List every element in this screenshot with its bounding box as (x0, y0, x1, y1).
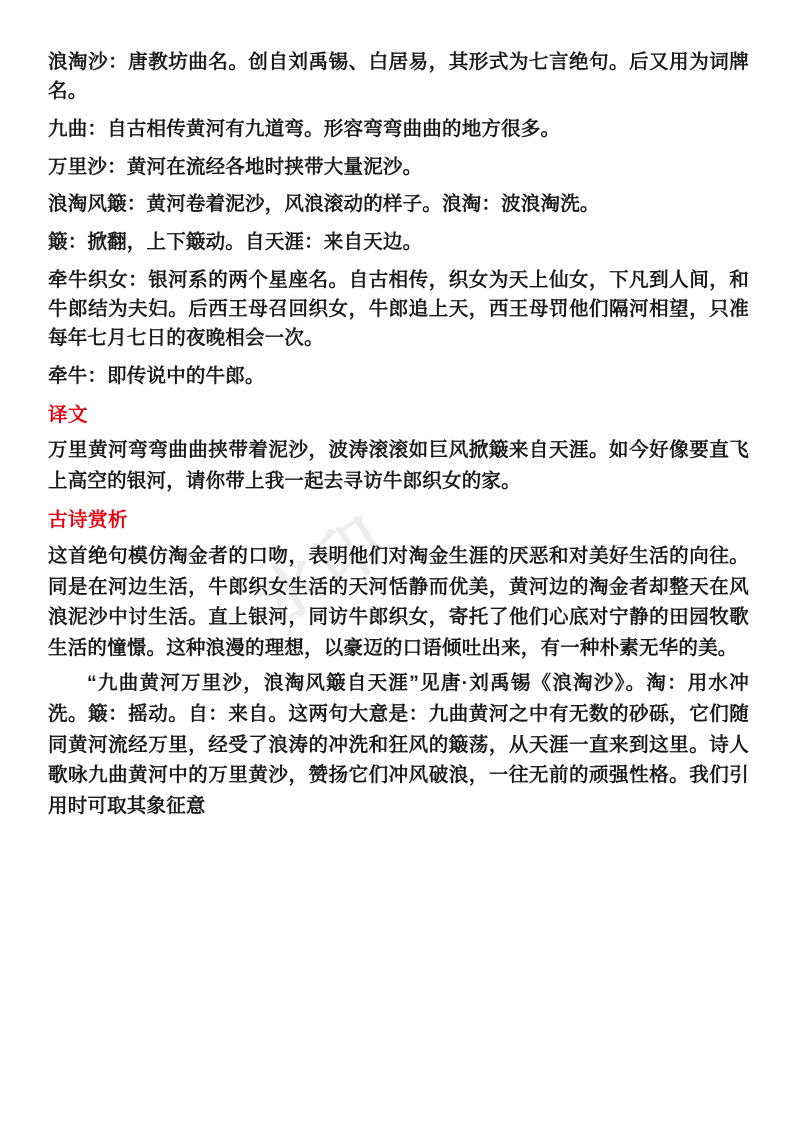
note-line: 浪淘风簸：黄河卷着泥沙，风浪滚动的样子。浪淘：波浪淘洗。 (48, 193, 600, 216)
appreciation-paragraph: “九曲黄河万里沙，浪淘风簸自天涯”见唐·刘禹锡《浪淘沙》。淘：用水冲洗。簸：摇动。自：来自。这两句大意是：九曲黄河之中有无数的砂砾，它们随同黄河流经万里，经受了浪涛的冲洗和狂风的簸荡，从天涯一直来到这里。诗人歌咏九曲黄河中的万里黄沙，赞扬它们冲风破浪，一往无前的顽强性格。我们引用时可取其象征意 (48, 671, 749, 818)
note-line: 簸：掀翻，上下簸动。自天涯：来自天边。 (48, 231, 423, 254)
note-line: 牵牛织女：银河系的两个星座名。自古相传，织女为天上仙女，下凡到人间，和牛郎结为夫妇。后西王母召回织女，牛郎追上天，西王母罚他们隔河相望，只准每年七月七日的夜晚相会一次。 (48, 269, 749, 349)
note-line: 万里沙：黄河在流经各地时挟带大量泥沙。 (48, 155, 423, 178)
section-heading-translation: 译文 (48, 403, 89, 426)
note-line: 牵牛：即传说中的牛郎。 (48, 364, 265, 387)
translation-section (48, 401, 749, 497)
appreciation-paragraph: 这首绝句模仿淘金者的口吻，表明他们对淘金生涯的厌恶和对美好生活的向往。同是在河边生活，牛郎织女生活的天河恬静而优美，黄河边的淘金者却整天在风浪泥沙中讨生活。直上银河，同访牛郎织女，寄托了他们心底对宁静的田园牧歌生活的憧憬。这种浪漫的理想，以豪迈的口语倾吐出来，有一种朴素无华的美。 (48, 544, 749, 660)
document-content (48, 48, 749, 822)
appreciation-section (48, 506, 749, 821)
watermark-text: 水印 (244, 502, 402, 638)
notes-block (48, 48, 749, 391)
note-line: 九曲：自古相传黄河有九道弯。形容弯弯曲曲的地方很多。 (48, 117, 561, 140)
section-heading-appreciation: 古诗赏析 (48, 509, 129, 532)
note-line: 浪淘沙：唐教坊曲名。创自刘禹锡、白居易，其形式为七言绝句。后又用为词牌名。 (48, 51, 749, 102)
translation-paragraph: 万里黄河弯弯曲曲挟带着泥沙，波涛滚滚如巨风掀簸来自天涯。如今好像要直飞上高空的银河，请你带上我一起去寻访牛郎织女的家。 (48, 438, 749, 492)
